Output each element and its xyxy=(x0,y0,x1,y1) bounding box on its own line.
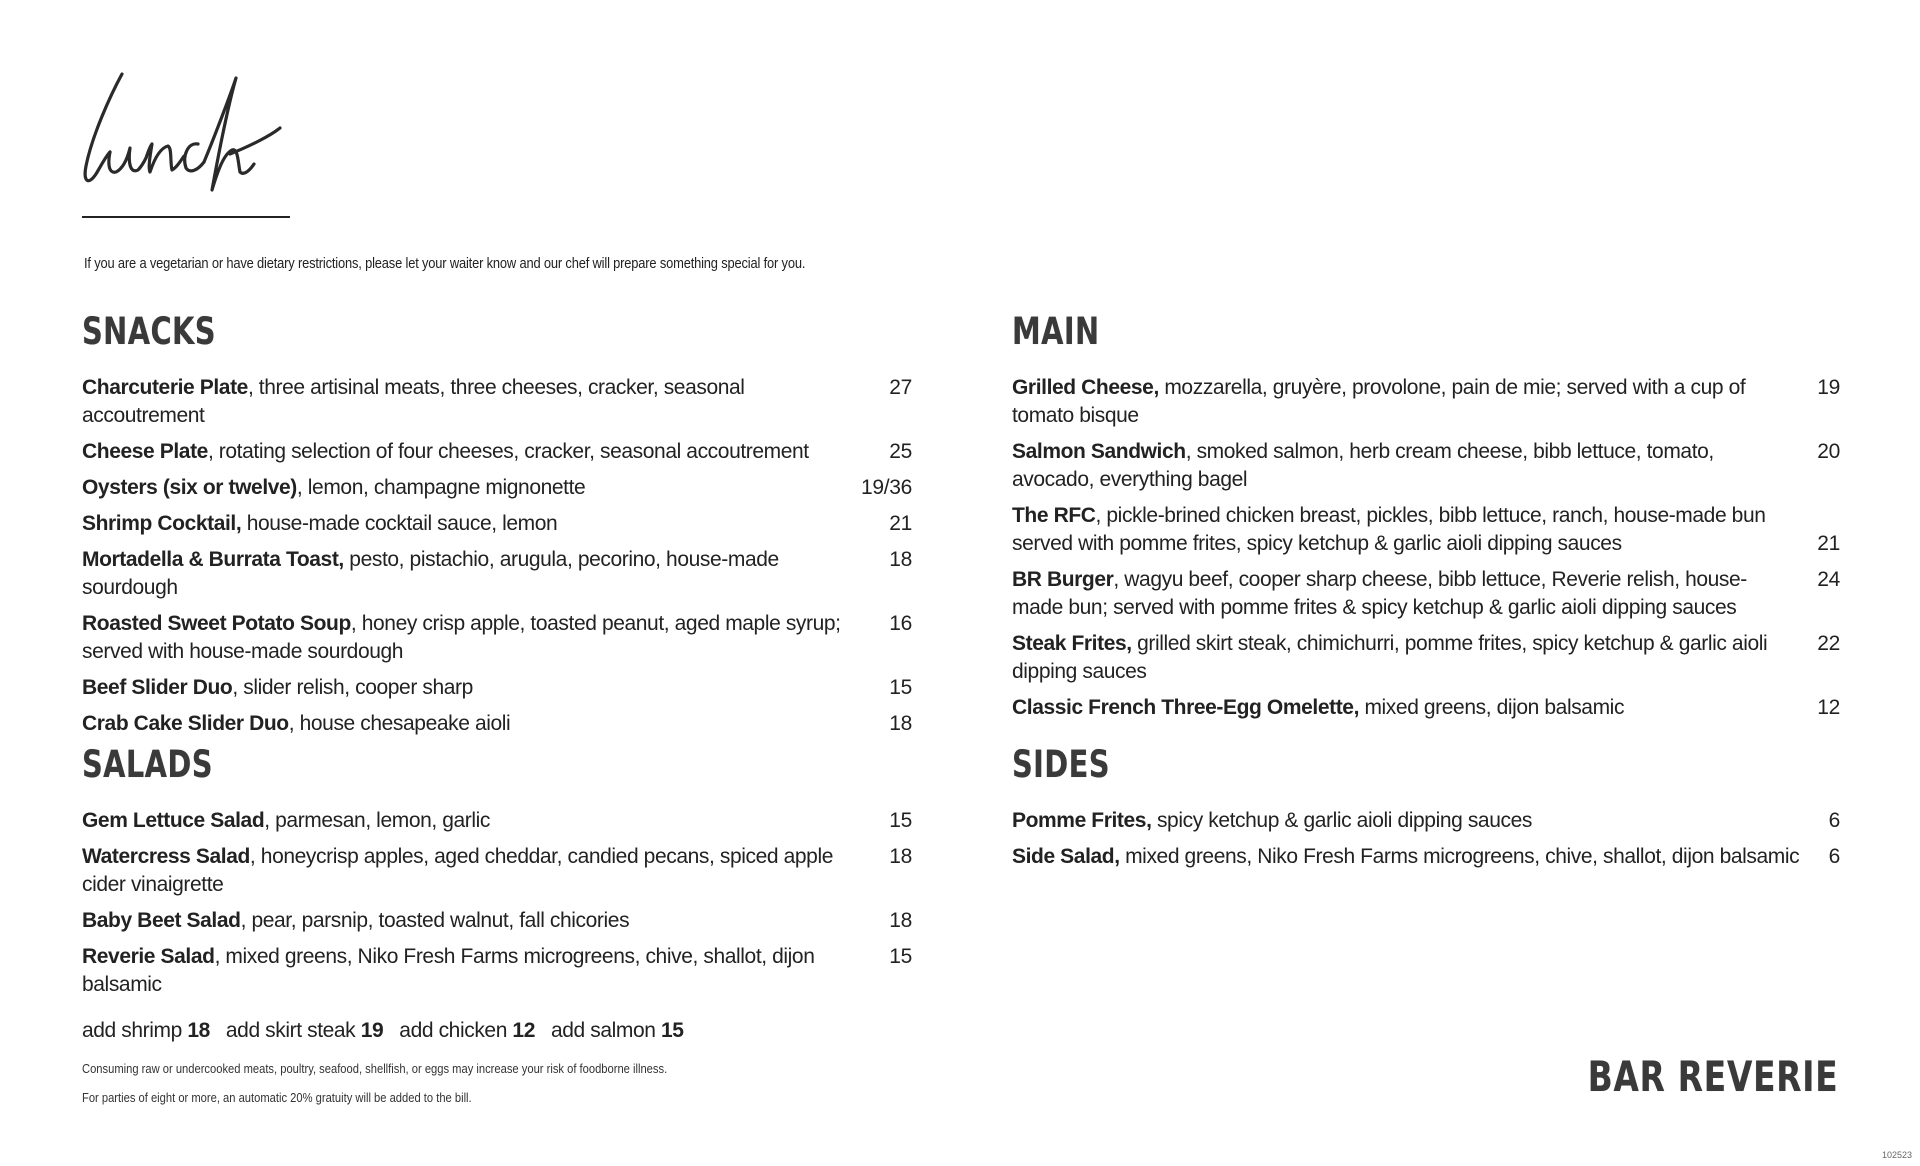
menu-item-name: Steak Frites, xyxy=(1012,632,1132,655)
foodborne-notice: Consuming raw or undercooked meats, poultry, seafood, shellfish, or eggs may increase your risk of foodborne illness. xyxy=(82,1061,668,1076)
menu-item-name: Charcuterie Plate xyxy=(82,376,248,399)
menu-item-text xyxy=(82,943,889,999)
menu-item-description: , house chesapeake aioli xyxy=(288,712,511,735)
menu-item xyxy=(1012,502,1840,558)
menu-item-name: Classic French Three-Egg Omelette, xyxy=(1012,696,1360,719)
menu-item-description: mixed greens, dijon balsamic xyxy=(1359,696,1625,719)
menu-item-price: 19/36 xyxy=(860,476,912,499)
addon-label: add salmon xyxy=(550,1019,656,1042)
menu-item-description: grilled skirt steak, chimichurri, pomme frites, spicy ketchup & garlic aioli dipping sauces xyxy=(1012,632,1768,683)
menu-item-name: Gem Lettuce Salad xyxy=(82,809,265,832)
addon-label: add skirt steak xyxy=(225,1019,356,1042)
menu-item-text xyxy=(82,610,889,666)
menu-item-name: BR Burger xyxy=(1012,568,1114,591)
menu-item-text xyxy=(82,674,889,702)
lunch-script-logo xyxy=(80,66,300,196)
menu-item-description: , pickle-brined chicken breast, pickles, bibb lettuce, ranch, house-made bun served with pomme frites, spicy ketchup & garlic aioli dipping sauces xyxy=(1012,504,1766,555)
menu-item-name: The RFC xyxy=(1012,504,1096,527)
sides-section xyxy=(1012,745,1840,879)
salads-list xyxy=(82,807,912,999)
menu-item-text xyxy=(82,843,889,899)
menu-item-text xyxy=(1012,566,1817,622)
menu-item-price: 20 xyxy=(1817,440,1840,463)
salads-section xyxy=(82,745,912,1045)
menu-item-price: 27 xyxy=(889,376,912,399)
menu-item-description: , smoked salmon, herb cream cheese, bibb lettuce, tomato, avocado, everything bagel xyxy=(1012,440,1714,491)
menu-item-price: 19 xyxy=(1817,376,1840,399)
menu-item-description: house-made cocktail sauce, lemon xyxy=(241,512,558,535)
main-list xyxy=(1012,374,1840,722)
section-title-snacks: SNACKS xyxy=(82,310,216,353)
menu-item xyxy=(82,674,912,702)
menu-item-text xyxy=(82,374,889,430)
salad-addons xyxy=(82,1017,912,1045)
menu-item-text xyxy=(1012,807,1829,835)
menu-item-name: Reverie Salad xyxy=(82,945,215,968)
menu-item-text xyxy=(82,510,889,538)
gratuity-notice: For parties of eight or more, an automatic 20% gratuity will be added to the bill. xyxy=(82,1090,472,1105)
addon-label: add chicken xyxy=(399,1019,507,1042)
menu-item xyxy=(82,807,912,835)
menu-item xyxy=(82,546,912,602)
title-divider xyxy=(82,216,290,218)
addon-option xyxy=(399,1019,535,1042)
menu-item-description: , lemon, champagne mignonette xyxy=(296,476,586,499)
main-section xyxy=(1012,312,1840,730)
menu-item-text xyxy=(1012,374,1817,430)
menu-item-description: , parmesan, lemon, garlic xyxy=(264,809,491,832)
menu-item xyxy=(1012,566,1840,622)
menu-item-price: 21 xyxy=(1817,532,1840,555)
addon-price: 15 xyxy=(661,1019,684,1042)
menu-item xyxy=(82,943,912,999)
menu-item xyxy=(1012,630,1840,686)
menu-item xyxy=(1012,694,1840,722)
menu-item-text xyxy=(1012,438,1817,494)
menu-item-name: Mortadella & Burrata Toast, xyxy=(82,548,344,571)
menu-item-description: pesto, pistachio, arugula, pecorino, house-made sourdough xyxy=(82,548,779,599)
menu-item-name: Watercress Salad xyxy=(82,845,250,868)
menu-item-text xyxy=(1012,694,1817,722)
menu-item-price: 16 xyxy=(889,612,912,635)
menu-item-name: Beef Slider Duo xyxy=(82,676,233,699)
menu-item-description: , rotating selection of four cheeses, cracker, seasonal accoutrement xyxy=(207,440,809,463)
snacks-list xyxy=(82,374,912,738)
menu-item xyxy=(1012,374,1840,430)
menu-item-price: 25 xyxy=(889,440,912,463)
section-title-salads: SALADS xyxy=(82,743,213,786)
addon-price: 12 xyxy=(512,1019,535,1042)
menu-item-text xyxy=(1012,843,1829,871)
menu-item-name: Baby Beet Salad xyxy=(82,909,241,932)
menu-code: 102523 xyxy=(1881,1150,1912,1160)
menu-item-text xyxy=(82,907,889,935)
menu-item-price: 18 xyxy=(889,845,912,868)
menu-item-description: mozzarella, gruyère, provolone, pain de mie; served with a cup of tomato bisque xyxy=(1012,376,1746,427)
menu-item-price: 15 xyxy=(889,676,912,699)
menu-item-price: 6 xyxy=(1828,845,1840,868)
menu-item-price: 12 xyxy=(1817,696,1840,719)
menu-item-text xyxy=(1012,630,1817,686)
menu-item-name: Salmon Sandwich xyxy=(1012,440,1186,463)
menu-item-name: Cheese Plate xyxy=(82,440,208,463)
menu-item-description: spicy ketchup & garlic aioli dipping sauces xyxy=(1151,809,1532,832)
menu-item-name: Shrimp Cocktail, xyxy=(82,512,242,535)
menu-item xyxy=(82,474,912,502)
section-title-main: MAIN xyxy=(1012,310,1100,353)
section-title-sides: SIDES xyxy=(1012,743,1110,786)
menu-item-price: 15 xyxy=(889,809,912,832)
menu-item xyxy=(82,843,912,899)
menu-item-price: 18 xyxy=(889,909,912,932)
menu-item-text xyxy=(82,474,861,502)
menu-item-name: Oysters (six or twelve) xyxy=(82,476,297,499)
addon-price: 18 xyxy=(187,1019,210,1042)
menu-item-text xyxy=(1012,502,1817,558)
menu-item xyxy=(82,710,912,738)
addon-option xyxy=(82,1019,210,1042)
menu-item xyxy=(1012,438,1840,494)
snacks-section xyxy=(82,312,912,746)
menu-item xyxy=(1012,807,1840,835)
menu-item-price: 22 xyxy=(1817,632,1840,655)
addon-option xyxy=(551,1019,684,1042)
menu-item-price: 18 xyxy=(889,548,912,571)
menu-item xyxy=(82,438,912,466)
menu-item-description: mixed greens, Niko Fresh Farms microgreens, chive, shallot, dijon balsamic xyxy=(1119,845,1800,868)
addon-label: add shrimp xyxy=(82,1019,182,1042)
menu-item-text xyxy=(82,438,889,466)
menu-item-description: , three artisinal meats, three cheeses, cracker, seasonal accoutrement xyxy=(82,376,745,427)
menu-item-text xyxy=(82,546,889,602)
menu-item xyxy=(1012,843,1840,871)
menu-item xyxy=(82,374,912,430)
menu-item-name: Side Salad, xyxy=(1012,845,1120,868)
menu-item-name: Crab Cake Slider Duo xyxy=(82,712,289,735)
addon-price: 19 xyxy=(360,1019,384,1042)
menu-item-name: Pomme Frites, xyxy=(1012,809,1152,832)
menu-title-script xyxy=(80,66,300,196)
menu-item-description: , wagyu beef, cooper sharp cheese, bibb lettuce, Reverie relish, house-made bun; served with pomme frites & spicy ketchup & garlic aioli dipping sauces xyxy=(1012,568,1747,619)
menu-item-description: , honeycrisp apples, aged cheddar, candied pecans, spiced apple cider vinaigrette xyxy=(82,845,833,896)
sides-list xyxy=(1012,807,1840,871)
menu-item-description: , pear, parsnip, toasted walnut, fall chicories xyxy=(240,909,630,932)
menu-item-description: , slider relish, cooper sharp xyxy=(232,676,473,699)
menu-item xyxy=(82,510,912,538)
menu-item-price: 6 xyxy=(1828,809,1840,832)
menu-item-price: 15 xyxy=(889,945,912,968)
brand-logo: BAR REVERIE xyxy=(1587,1052,1838,1101)
menu-item-price: 18 xyxy=(889,712,912,735)
menu-item-price: 21 xyxy=(889,512,912,535)
menu-item-text xyxy=(82,710,889,738)
menu-item-name: Grilled Cheese, xyxy=(1012,376,1159,399)
addon-option xyxy=(226,1019,383,1042)
menu-item-name: Roasted Sweet Potato Soup xyxy=(82,612,351,635)
menu-item xyxy=(82,907,912,935)
menu-item xyxy=(82,610,912,666)
menu-item-price: 24 xyxy=(1817,568,1840,591)
menu-item-description: , mixed greens, Niko Fresh Farms microgreens, chive, shallot, dijon balsamic xyxy=(82,945,815,996)
menu-item-description: , honey crisp apple, toasted peanut, aged maple syrup; served with house-made sourdough xyxy=(82,612,841,663)
dietary-note: If you are a vegetarian or have dietary restrictions, please let your waiter know and our chef will prepare something special for you. xyxy=(84,255,806,272)
menu-item-text xyxy=(82,807,889,835)
